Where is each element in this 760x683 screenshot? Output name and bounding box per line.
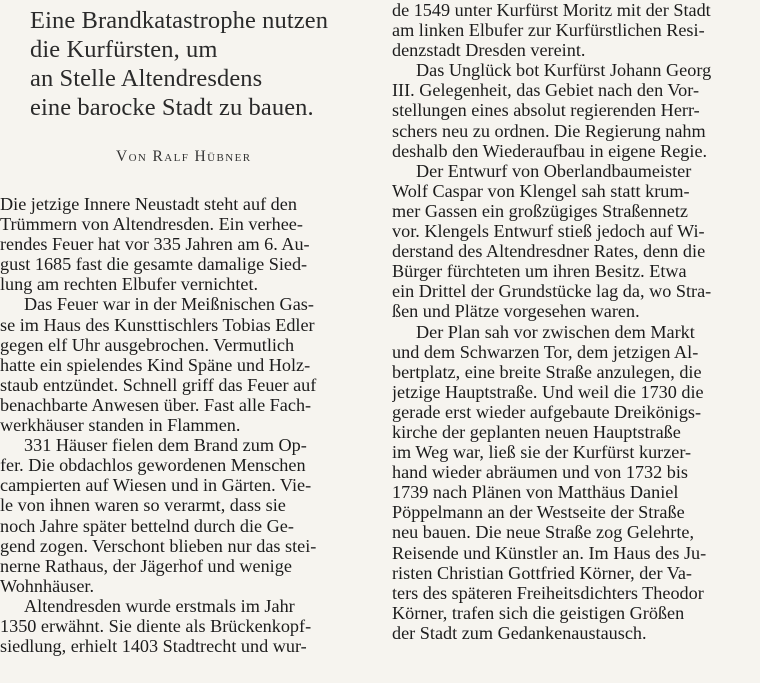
text-line: Bürger fürchteten um ihren Besitz. Etwa	[392, 261, 687, 282]
text-line: lung am rechten Elbufer vernichtet.	[0, 274, 259, 295]
text-line: siedlung, erhielt 1403 Stadtrecht und wur-	[0, 636, 307, 657]
text-line: III. Gelegenheit, das Gebiet nach den Vor-	[392, 80, 700, 101]
text-line: denzstadt Dresden vereint.	[392, 40, 586, 61]
text-line: gegen elf Uhr ausgebrochen. Vermutlich	[0, 334, 295, 355]
text-line: ßen und Plätze vorgesehen waren.	[392, 301, 640, 322]
text-line: gend zogen. Verschont blieben nur das stei-	[0, 535, 317, 556]
text-line: hatte ein spielendes Kind Späne und Holz-	[0, 354, 311, 375]
text-line: rendes Feuer hat vor 335 Jahren am 6. Au-	[0, 234, 310, 255]
text-line: bertplatz, eine breite Straße anzulegen, die	[392, 361, 702, 382]
text-line: der Stadt zum Gedankenaustausch.	[392, 622, 647, 643]
text-line: de 1549 unter Kurfürst Moritz mit der Stadt	[392, 0, 711, 20]
text-line: Das Feuer war in der Meißnischen Gas-	[24, 294, 314, 315]
text-line: Pöppelmann an der Westseite der Straße	[392, 502, 685, 523]
text-line: Reisende und Künstler an. Im Haus des Ju-	[392, 542, 707, 563]
text-line: 1350 erwähnt. Sie diente als Brückenkopf-	[0, 615, 312, 636]
text-line: und dem Schwarzen Tor, dem jetzigen Al-	[392, 341, 699, 362]
text-line: 331 Häuser fielen dem Brand zum Op-	[24, 435, 307, 456]
text-line: im Weg war, ließ sie der Kurfürst kurzer-	[392, 442, 692, 463]
text-line: schers neu zu ordnen. Die Regierung nahm	[392, 120, 706, 141]
text-line: Körner, trafen sich die geistigen Größen	[392, 602, 685, 623]
text-line: mer Gassen ein großzügiges Straßennetz	[392, 200, 688, 221]
headline-line: eine barocke Stadt zu bauen.	[30, 94, 314, 121]
text-line: fer. Die obdachlos gewordenen Menschen	[0, 455, 306, 476]
left-column-text	[0, 194, 376, 656]
byline: Von Ralf Hübner	[116, 148, 252, 165]
text-line: werkhäuser standen in Flammen.	[0, 415, 241, 436]
text-line: Altendresden wurde erstmals im Jahr	[24, 595, 295, 616]
headline-line: die Kurfürsten, um	[30, 36, 218, 63]
text-line: noch Jahre später bettelnd durch die Ge-	[0, 515, 294, 536]
text-line: Die jetzige Innere Neustadt steht auf den	[0, 194, 297, 214]
left-column	[0, 0, 376, 656]
text-line: staub entzündet. Schnell griff das Feuer auf	[0, 374, 317, 395]
text-line: neu bauen. Die neue Straße zog Gelehrte,	[392, 522, 694, 543]
text-line: gust 1685 fast die gesamte damalige Sied-	[0, 254, 308, 275]
text-line: ein Drittel der Grundstücke lag da, wo Stra-	[392, 281, 712, 302]
text-line: 1739 nach Plänen von Matthäus Daniel	[392, 482, 679, 503]
text-line: deshalb den Wiederaufbau in eigene Regie.	[392, 140, 708, 161]
text-line: Der Plan sah vor zwischen dem Markt	[416, 321, 695, 342]
text-line: se im Haus des Kunsttischlers Tobias Edler	[0, 314, 315, 335]
text-line: jetzige Hauptstraße. Und weil die 1730 die	[392, 381, 704, 402]
headline-line: an Stelle Altendresdens	[30, 65, 263, 92]
text-line: campierten auf Wiesen und in Gärten. Vie-	[0, 475, 312, 496]
text-line: Trümmern von Altendresden. Ein verhee-	[0, 214, 303, 235]
right-column	[392, 0, 760, 643]
text-line: Wolf Caspar von Klengel sah statt krum-	[392, 180, 690, 201]
text-line: vor. Klengels Entwurf stieß jedoch auf Wi-	[392, 221, 705, 242]
text-line: am linken Elbufer zur Kurfürstlichen Resi-	[392, 20, 705, 41]
text-line: benachbarte Anwesen über. Fast alle Fach-	[0, 394, 312, 415]
text-line: Das Unglück bot Kurfürst Johann Georg	[416, 60, 712, 81]
headline-line: Eine Brandkatastrophe nutzen	[30, 7, 329, 34]
text-line: gerade erst wieder aufgebaute Dreikönigs-	[392, 401, 702, 422]
text-line: kirche der geplanten neuen Hauptstraße	[392, 421, 681, 442]
text-line: Der Entwurf von Oberlandbaumeister	[416, 160, 692, 181]
text-line: hand wieder abräumen und von 1732 bis	[392, 462, 688, 483]
text-line: stellungen eines absolut regierenden Herr-	[392, 100, 700, 121]
text-line: risten Christian Gottfried Körner, der Va-	[392, 562, 692, 583]
right-column-text	[392, 0, 760, 643]
text-line: ters des späteren Freiheitsdichters Theodor	[392, 582, 704, 603]
text-line: nerne Rathaus, der Jägerhof und wenige	[0, 555, 292, 576]
text-line: Wohnhäuser.	[0, 575, 94, 596]
headline	[30, 6, 376, 122]
text-line: le von ihnen waren so verarmt, dass sie	[0, 495, 286, 516]
text-line: derstand des Altendresdner Rates, denn die	[392, 241, 706, 262]
